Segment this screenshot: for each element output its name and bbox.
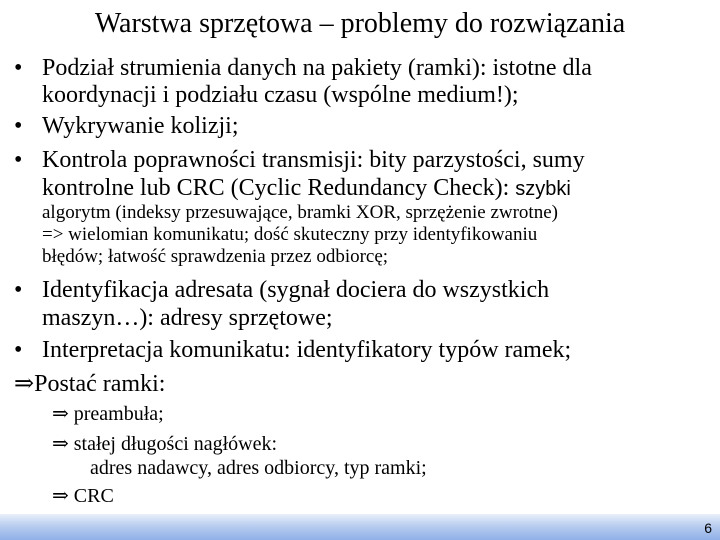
bullet-4-line-1: Identyfikacja adresata (sygnał dociera do wszystkich xyxy=(42,277,550,303)
frame-item-3-text: CRC xyxy=(73,485,114,507)
bullet-3-small-2: => wielomian komunikatu; dość skuteczny przy identyfikowaniu xyxy=(42,224,538,245)
bullet-4-line-2: maszyn…): adresy sprzętowe; xyxy=(42,305,333,331)
frame-item-2-text: stałej długości nagłówek: xyxy=(73,433,278,455)
footer-bar xyxy=(0,514,720,540)
frame-item-2 xyxy=(52,432,277,456)
bullet-3-small-3: błędów; łatwość sprawdzenia przez odbiorcę; xyxy=(42,246,389,267)
bullet-marker: • xyxy=(14,55,23,81)
bullet-marker: • xyxy=(14,277,23,303)
implication-line xyxy=(14,370,165,398)
implies-icon: ⇒ xyxy=(52,485,69,507)
bullet-marker: • xyxy=(14,147,23,173)
frame-item-1-text: preambuła; xyxy=(73,403,164,425)
implies-icon: ⇒ xyxy=(14,371,35,397)
implies-icon: ⇒ xyxy=(52,403,69,425)
frame-item-1 xyxy=(52,402,164,426)
bullet-3-tail: szybki xyxy=(515,178,571,200)
bullet-1-line-1: Podział strumienia danych na pakiety (ramki): istotne dla xyxy=(42,55,592,81)
page-title: Warstwa sprzętowa – problemy do rozwiązania xyxy=(94,8,626,39)
bullet-marker: • xyxy=(14,337,23,363)
bullet-5-line-1: Interpretacja komunikatu: identyfikatory typów ramek; xyxy=(42,337,572,363)
bullet-2-line-1: Wykrywanie kolizji; xyxy=(42,113,239,139)
implies-icon: ⇒ xyxy=(52,433,69,455)
page-number: 6 xyxy=(704,520,712,536)
implication-text: Postać ramki: xyxy=(34,371,166,397)
bullet-3-line-2 xyxy=(42,174,571,203)
bullet-3-line-2-main: kontrolne lub CRC (Cyclic Redundancy Check): xyxy=(42,175,516,201)
frame-item-2-detail: adres nadawcy, adres odbiorcy, typ ramki; xyxy=(90,457,427,479)
bullet-3-small-1: algorytm (indeksy przesuwające, bramki XOR, sprzężenie zwrotne) xyxy=(42,202,558,223)
frame-item-3 xyxy=(52,484,114,508)
bullet-3-line-1: Kontrola poprawności transmisji: bity parzystości, sumy xyxy=(42,147,585,173)
bullet-1-line-2: koordynacji i podziału czasu (wspólne medium!); xyxy=(42,82,519,108)
bullet-marker: • xyxy=(14,113,23,139)
